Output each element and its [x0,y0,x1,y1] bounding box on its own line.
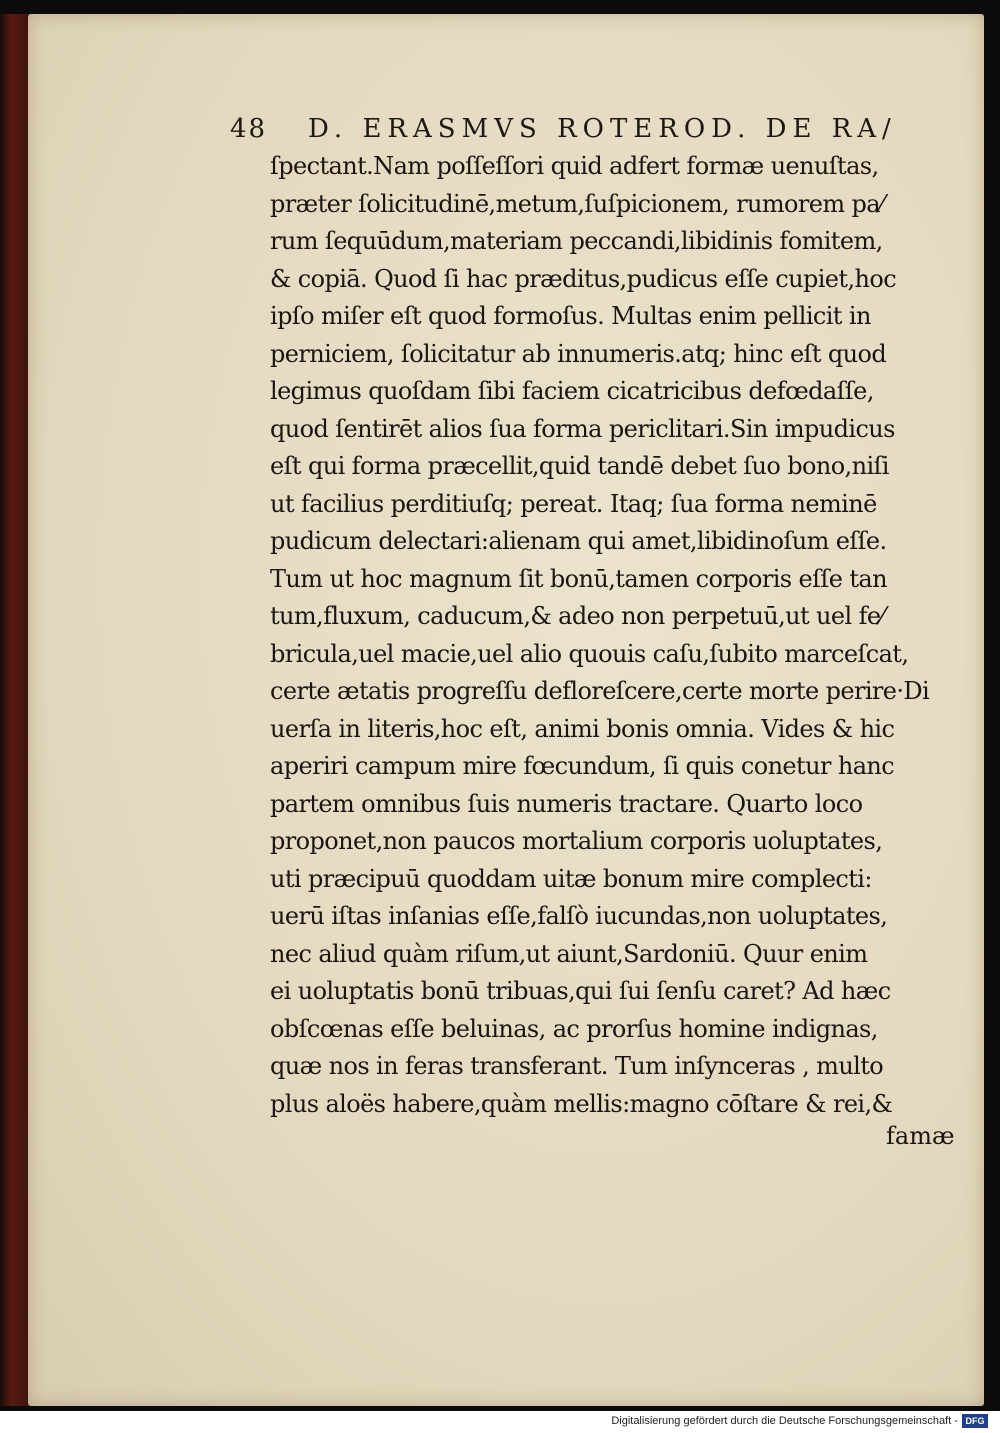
text-line: bricula,uel macie,uel alio quouis caſu,ſubito marceſcat, [270,639,909,668]
text-line: ipſo miſer eſt quod formoſus. Multas enim pellicit in [270,302,871,330]
text-line: perniciem, ſolicitatur ab innumeris.atq; hinc eſt quod [270,339,887,368]
text-line: uti præcipuū quoddam uitæ bonum mire complecti: [270,864,872,893]
text-line: nec aliud quàm riſum,ut aiunt,Sardoniū. Quur enim [270,939,868,968]
text-line: partem omnibus ſuis numeris tractare. Quarto loco [270,789,863,818]
text-line: legimus quoſdam ſibi faciem cicatricibus defœdaſſe, [270,377,874,405]
text-line: obſcœnas eſſe beluinas, ac prorſus homine indignas, [270,1014,878,1043]
footer-credit: Digitalisierung gefördert durch die Deutsche Forschungsgemeinschaft - [611,1415,958,1427]
catchword: famæ [886,1122,955,1150]
text-line: eſt qui forma præcellit,quid tandē debet ſuo bono,niſi [270,452,889,480]
text-line: tum,fluxum, caducum,& adeo non perpetuū,ut uel fe⁄ [270,602,884,630]
book-binding-edge [0,14,30,1406]
text-line: & copiā. Quod ſi hac præditus,pudicus eſſe cupiet,hoc [270,264,897,293]
text-line: ei uoluptatis bonū tribuas,qui ſui ſenſu caret? Ad hæc [270,977,891,1005]
text-line: quod ſentirēt alios ſua forma periclitari.Sin impudicus [270,414,895,443]
running-header [230,114,910,144]
text-line: rum ſequūdum,materiam peccandi,libidinis fomitem, [270,227,883,255]
text-line: certe ætatis progreſſu defloreſcere,certe morte perire·Di [270,677,930,705]
text-line: aperiri campum mire fœcundum, ſi quis conetur hanc [270,752,895,780]
text-line: plus aloës habere,quàm mellis:magno cōſtare & rei,& [270,1089,893,1118]
text-line: uerſa in literis,hoc eſt, animi bonis omnia. Vides & hic [270,714,895,743]
page-number: 48 [230,114,268,144]
dfg-logo: DFG [962,1414,988,1428]
running-title: D. ERASMVS ROTEROD. DE RA/ [308,114,897,144]
text-line: ſpectant.Nam poſſeſſori quid adfert formæ uenuſtas, [270,152,879,180]
text-line: pudicum delectari:alienam qui amet,libidinoſum eſſe. [270,527,887,555]
text-block [270,148,960,1123]
text-line: uerū iſtas inſanias eſſe,falſò iucundas,non uoluptates, [270,902,888,930]
text-line: ut facilius perditiuſq; pereat. Itaq; ſua forma neminē [270,489,877,518]
text-line: proponet,non paucos mortalium corporis uoluptates, [270,827,883,855]
text-line: Tum ut hoc magnum ſit bonū,tamen corporis eſſe tan [270,564,887,593]
text-line: præter ſolicitudinē,metum,ſuſpicionem, rumorem pa⁄ [270,189,884,218]
text-line: quæ nos in feras transferant. Tum inſynceras , multo [270,1052,884,1080]
